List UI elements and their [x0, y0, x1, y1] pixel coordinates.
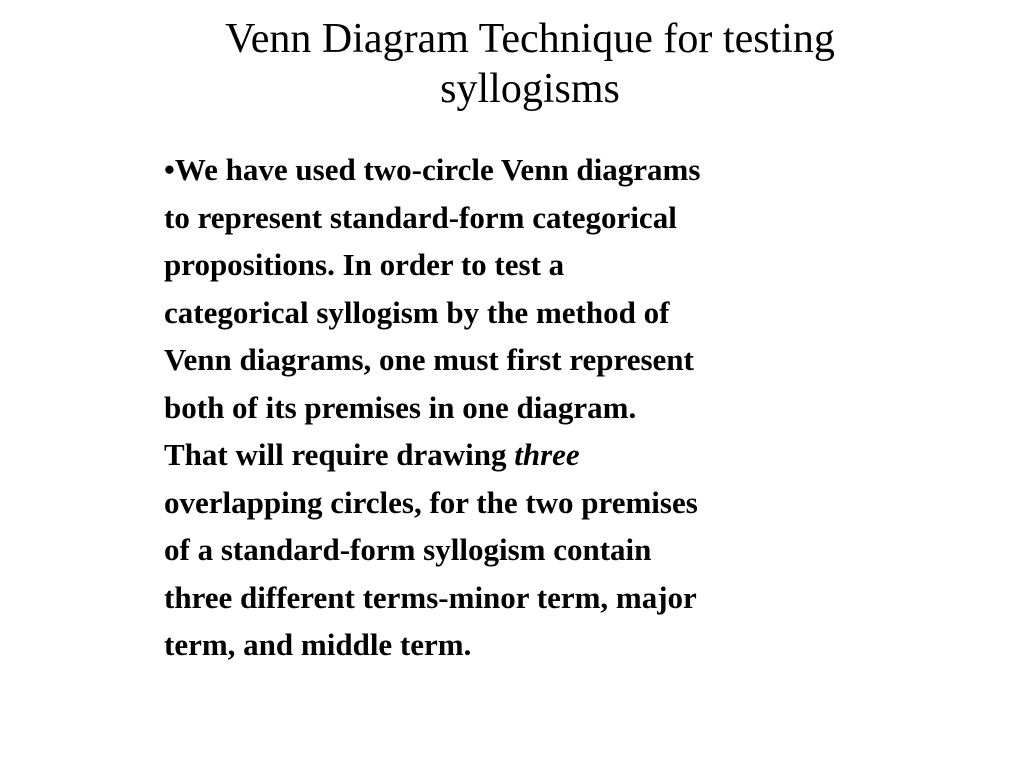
body-line-8: overlapping circles, for the two premises [164, 484, 698, 520]
body-line-9: of a standard-form syllogism contain [164, 532, 652, 567]
emphasis-three: three [514, 437, 580, 472]
body-line-10: three different terms-minor term, major [164, 579, 697, 615]
body-line-7-text: That will require drawing [164, 437, 515, 472]
body-line-7 [164, 431, 884, 479]
slide-title [150, 14, 910, 114]
body-line-2: to represent standard-form categorical [164, 199, 677, 235]
body-line-1 [164, 146, 884, 194]
bullet-paragraph [164, 146, 884, 669]
body-line-5: Venn diagrams, one must first represent [164, 342, 694, 377]
bullet-marker: • [164, 152, 175, 187]
body-line-1-text: We have used two-circle Venn diagrams [174, 152, 701, 187]
title-line-2: syllogisms [440, 66, 620, 112]
body-line-6: both of its premises in one diagram. [164, 389, 637, 425]
body-line-11: term, and middle term. [164, 627, 472, 662]
body-line-4: categorical syllogism by the method of [164, 294, 670, 330]
body-line-3: propositions. In order to test a [164, 247, 565, 282]
title-line-1: Venn Diagram Technique for testing [225, 16, 835, 62]
